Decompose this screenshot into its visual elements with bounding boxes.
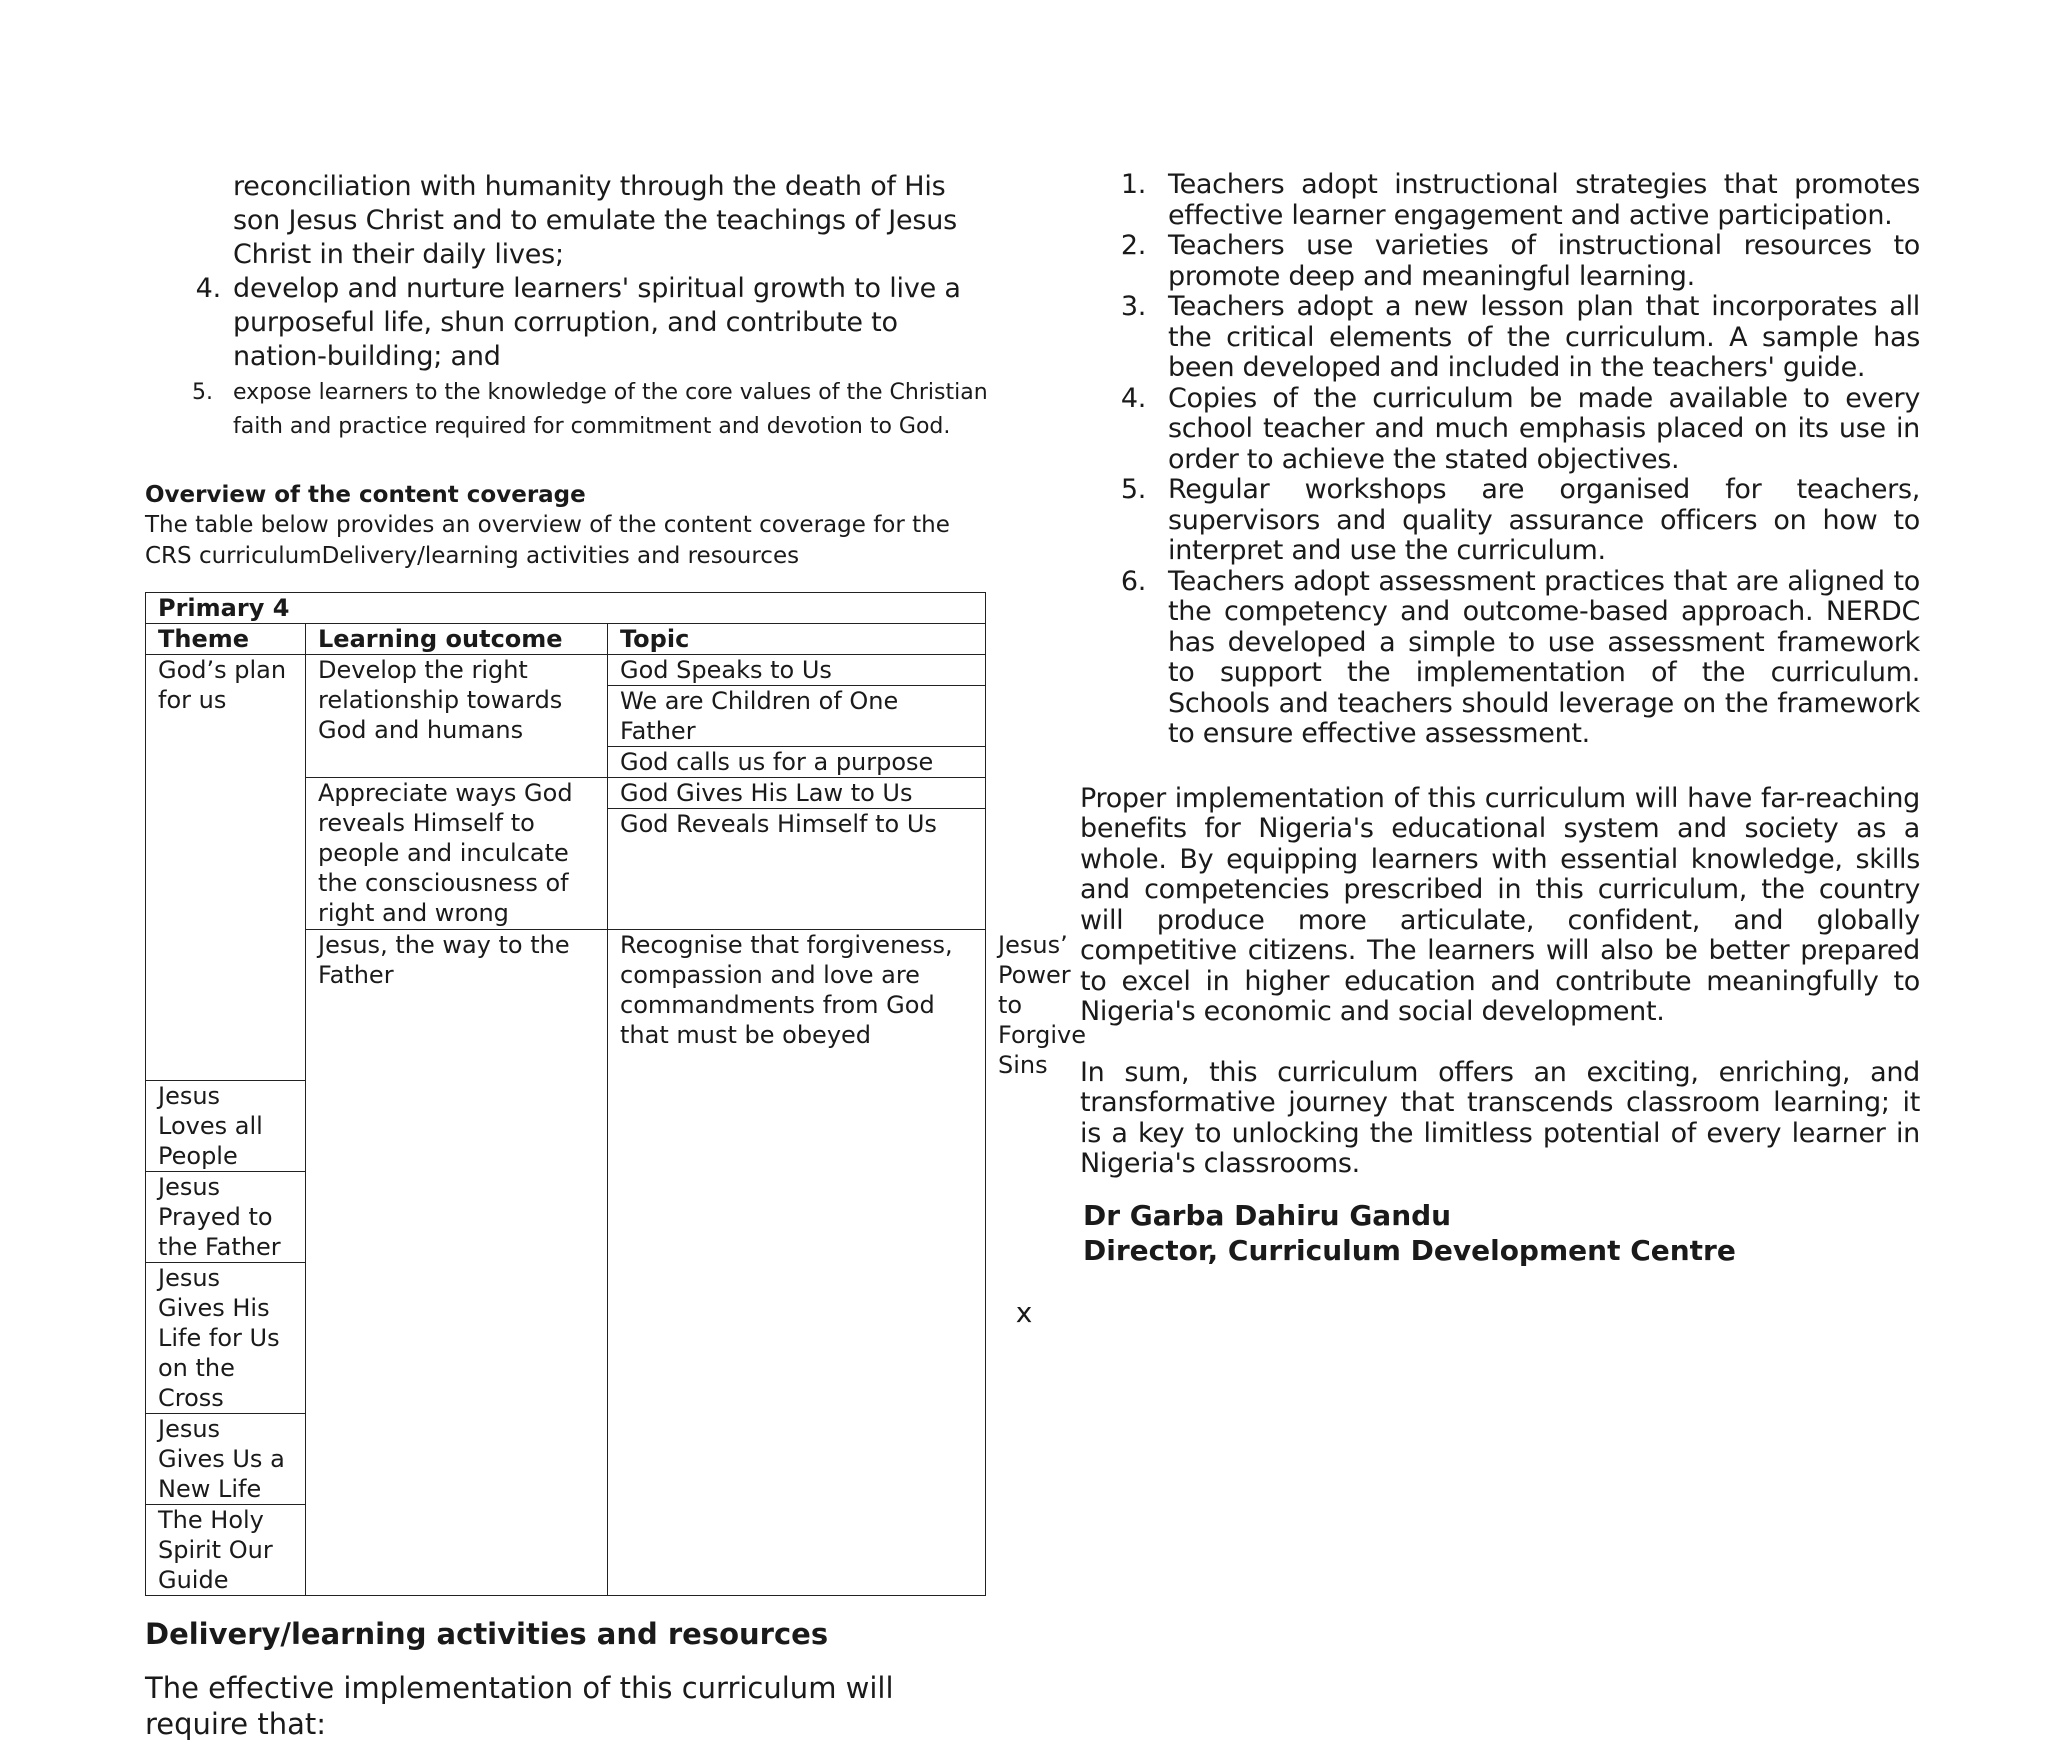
topic-cell: Jesus Gives Us a New Life bbox=[146, 1414, 306, 1505]
topic-cell: God Speaks to Us bbox=[608, 655, 986, 686]
table-row: Jesus, the way to the Father Recognise that forgiveness, compassion and love are commandments from God that must be obeyed Jesus’ Power to Forgive Sins bbox=[146, 930, 986, 1081]
table-level-row bbox=[146, 593, 986, 624]
requirements-list bbox=[1080, 170, 1920, 750]
benefits-paragraph: Proper implementation of this curriculum will have far-reaching benefits for Nigeria's educational system and society as a whole. By equipping learners with essential knowledge, skills and competencies prescribed in this curriculum, the country will produce more articulate, confident, and globally competitive citizens. The learners will also be better prepared to excel in higher education and contribute meaningfully to Nigeria's economic and social development. bbox=[1080, 782, 1920, 1027]
objective-text: develop and nurture learners' spiritual growth to live a purposeful life, shun corruption, and contribute to nation-building; and bbox=[233, 273, 961, 372]
requirement-item-5 bbox=[1080, 475, 1920, 567]
summary-paragraph: In sum, this curriculum offers an exciting, enriching, and transformative journey that transcends classroom learning; it is a key to unlocking the limitless potential of every learner in Nigeria's classrooms. bbox=[1080, 1056, 1920, 1179]
objectives-list bbox=[145, 272, 990, 444]
topic-cell: Jesus Prayed to the Father bbox=[146, 1172, 306, 1263]
topic-cell: Jesus Gives His Life for Us on the Cross bbox=[146, 1263, 306, 1414]
requirement-item-1 bbox=[1080, 170, 1920, 231]
topic-cell: The Holy Spirit Our Guide bbox=[146, 1505, 306, 1596]
column-header-topic: Topic bbox=[608, 624, 986, 655]
page-number: x bbox=[1015, 1296, 1033, 1329]
outcome-cell: Recognise that forgiveness, compassion and love are commandments from God that must be obeyed bbox=[608, 930, 986, 1596]
requirement-item-2 bbox=[1080, 231, 1920, 292]
theme-cell: Jesus, the way to the Father bbox=[306, 930, 608, 1596]
outcome-cell: Appreciate ways God reveals Himself to people and inculcate the consciousness of right and wrong bbox=[306, 778, 608, 930]
objective-text: expose learners to the knowledge of the core values of the Christian faith and practice required for commitment and devotion to God. bbox=[233, 380, 988, 439]
topic-cell: Jesus Loves all People bbox=[146, 1081, 306, 1172]
objective-item-5 bbox=[145, 376, 990, 444]
column-header-outcome: Learning outcome bbox=[306, 624, 608, 655]
requirement-number: 4. bbox=[1120, 382, 1146, 414]
requirement-number: 6. bbox=[1120, 565, 1146, 597]
objective-number: 5. bbox=[192, 380, 213, 405]
content-coverage-table bbox=[145, 592, 1086, 1596]
objective-number: 4. bbox=[195, 273, 221, 304]
requirement-text: Teachers adopt a new lesson plan that incorporates all the critical elements of the curriculum. A sample has been developed and included in the teachers' guide. bbox=[1168, 291, 1920, 383]
requirement-text: Teachers adopt instructional strategies that promotes effective learner engagement and active participation. bbox=[1168, 169, 1920, 231]
delivery-intro: The effective implementation of this curriculum will require that: bbox=[145, 1671, 894, 1741]
signature-name: Dr Garba Dahiru Gandu bbox=[1083, 1198, 1452, 1232]
requirement-text: Regular workshops are organised for teachers, supervisors and quality assurance officers on how to interpret and use the curriculum. bbox=[1168, 474, 1920, 566]
table-row bbox=[146, 655, 986, 686]
topic-cell: God Reveals Himself to Us bbox=[608, 809, 986, 930]
delivery-heading: Delivery/learning activities and resources bbox=[145, 1617, 829, 1651]
requirement-number: 1. bbox=[1120, 169, 1146, 200]
requirement-text: Copies of the curriculum be made available to every school teacher and much emphasis placed on its use in order to achieve the stated objectives. bbox=[1168, 382, 1920, 475]
requirement-item-3 bbox=[1080, 292, 1920, 384]
table-header-row bbox=[146, 624, 986, 655]
table-level-heading: Primary 4 bbox=[146, 593, 986, 624]
requirement-number: 3. bbox=[1120, 291, 1146, 322]
overview-text: The table below provides an overview of the content coverage for the CRS curriculumDelivery/learning activities and resources bbox=[145, 512, 950, 569]
signature-title: Director, Curriculum Development Centre bbox=[1083, 1233, 1736, 1267]
objective-item-4 bbox=[145, 272, 990, 374]
requirement-text: Teachers adopt assessment practices that are aligned to the competency and outcome-based approach. NERDC has developed a simple to use assessment framework to support the implementation of the curriculum. Schools and teachers should leverage on the framework to ensure effective assessment. bbox=[1168, 565, 1920, 749]
topic-cell: We are Children of One Father bbox=[608, 686, 986, 747]
overview-heading: Overview of the content coverage bbox=[145, 482, 586, 508]
topic-cell: God Gives His Law to Us bbox=[608, 778, 986, 809]
requirement-number: 2. bbox=[1120, 230, 1146, 261]
outcome-cell: Develop the right relationship towards God and humans bbox=[306, 655, 608, 778]
left-column bbox=[145, 170, 1086, 1742]
requirement-item-4 bbox=[1080, 384, 1920, 476]
requirement-number: 5. bbox=[1120, 474, 1146, 505]
theme-cell: God’s plan for us bbox=[146, 655, 306, 1081]
topic-cell: God calls us for a purpose bbox=[608, 747, 986, 778]
column-header-theme: Theme bbox=[146, 624, 306, 655]
requirement-item-6 bbox=[1080, 567, 1920, 750]
right-column bbox=[1080, 170, 1920, 1268]
objective-continuation: reconciliation with humanity through the death of His son Jesus Christ and to emulate the teachings of Jesus Christ in their daily lives; bbox=[233, 171, 958, 270]
requirement-text: Teachers use varieties of instructional resources to promote deep and meaningful learning. bbox=[1168, 230, 1920, 292]
